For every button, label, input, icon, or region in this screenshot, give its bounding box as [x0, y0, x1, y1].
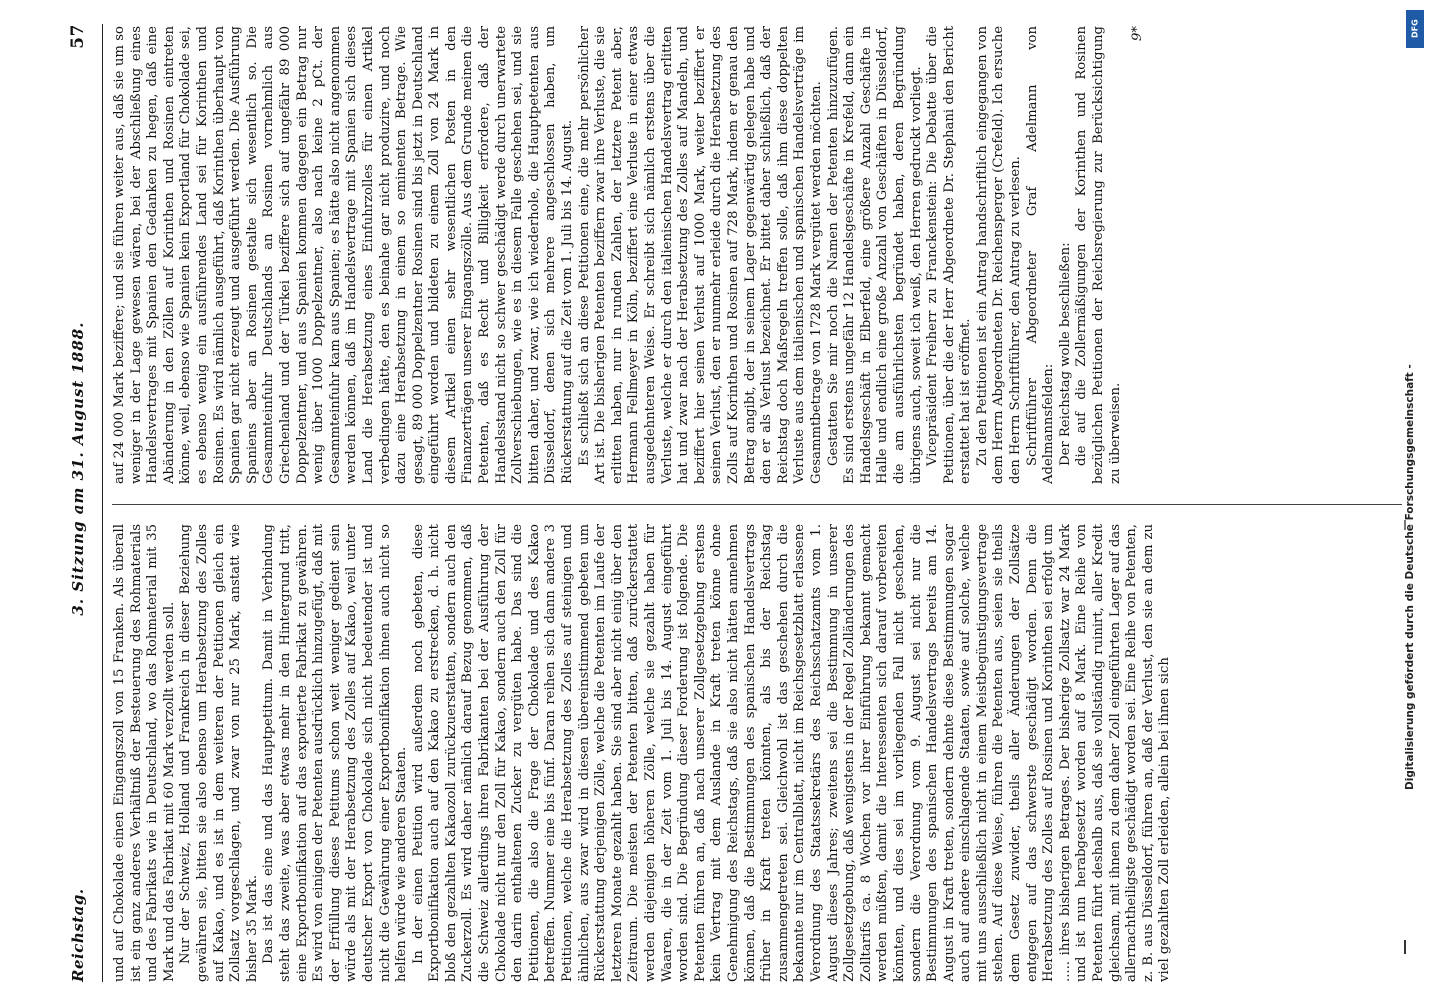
page-number: 57: [68, 24, 88, 49]
page-header: [58, 24, 98, 982]
header-center: 3. Sitzung am 31. August 1888.: [69, 321, 87, 616]
column-divider: [112, 504, 1402, 505]
paragraph: und auf Chokolade einen Eingangszoll von 15 Franken. Als überall ist ein ganz anderes Verhältniß der Besteuerung des Rohmaterials und des Fabrikats wie in Deutschland, wo das Rohmaterial mit 35 Mark und das Fabrikat mit 60 Mark verzollt werden soll.: [112, 524, 177, 982]
text-column-right: [112, 26, 1412, 484]
header-rule: [102, 24, 103, 982]
header-left: Reichstag.: [69, 888, 87, 982]
signature-mark: 9*: [1130, 26, 1146, 41]
paragraph: Gestatten Sie mir noch die Namen der Petenten hinzuzufügen. Es sind erstens ungefähr 12 Handelsgeschäfte in Krefeld, dann ein Handelsgeschäft in Elberfeld, eine größere Anzahl Geschäfte in Halle und endlich eine große Anzahl von Geschäften in Düsseldorf, die am ausführlichsten begründet haben, deren Begründung übrigens auch, soweit ich weiß, den Herren gedruckt vorliegt.: [825, 26, 924, 484]
text-column-left: [112, 524, 1412, 982]
dfg-logo-icon: DFG: [1406, 10, 1424, 48]
paragraph: Das ist das eine und das Hauptpetitum. Damit in Verbindung steht das zweite, was aber etwas mehr in den Hintergrund tritt, eine Exportbonifikation auf das exportierte Fabrikat zu gewähren. Es wird von einigen der Petenten ausdrücklich hinzugefügt, daß mit der Erfüllung dieses Petitums schon weit weniger gedient sein würde als mit der Herabsetzung des Zolles auf Kakao, weil unter deutscher Export von Chokolade sich nicht bedeutender ist und nicht die Gewährung einer Exportbonifikation ihnen auch nicht so helfen würde wie anderen Staaten.: [261, 524, 410, 982]
paragraph: Schriftführer Abgeordneter Graf Adelmann von Adelmannsfelden:: [1024, 26, 1057, 484]
paragraph: Zu den Petitionen ist ein Antrag handschriftlich eingegangen von dem Herrn Abgeordneten Dr. Reichensperger (Crefeld). Ich ersuche den Herrn Schriftführer, den Antrag zu verlesen.: [974, 26, 1024, 484]
paragraph: auf 24 000 Mark beziffere; und sie führen weiter aus, daß sie um so weniger in der Lage gewesen wären, bei der Abschließung eines Handelsvertrages mit Spanien den Gedanken zu hegen, daß eine Abänderung in den Zöllen auf Korinthen und Rosinen eintreten könne, weil, ebenso wie Spanien kein Exportland für Chokolade sei, es ebenso wenig ein ausführendes Land sei für Korinthen und Rosinen. Es wird nämlich ausgeführt, daß Korinthen überhaupt von Spanien gar nicht erzeugt und ausgeführt werden. Die Ausführung Spaniens aber an Rosinen gestalte sich wesentlich so. Die Gesammteinfuhr Deutschlands an Rosinen vornehmlich aus Griechenland und der Türkei beziffere sich auf ungefähr 89 000 Doppelzentner, und aus Spanien kommen dagegen ein Betrag nur wenig über 1000 Doppelzentner, also nach keine 2 pCt. der Gesammteinfuhr kam aus Spanien; es hätte also nicht angenommen werden können, daß im Handelsvertrage mit Spanien sich dieses Land die Herabsetzung eines Einfuhrzolles für einen Artikel verbedingen hätte, den es beinahe gar nicht produzire, und noch dazu eine Herabsetzung in einem so eminenten Betrage. Wie gesagt, 89 000 Doppelzentner Rosinen sind bis jetzt in Deutschland eingeführt worden und bildeten zu einem Zoll von 24 Mark in diesem Artikel einen sehr wesentlichen Posten in den Finanzerträgen unserer Eingangszölle. Aus dem Grunde meinen die Petenten, daß es Recht und Billigkeit erfordere, daß der Handelsstand nicht so schwer geschädigt werde durch unerwartete Zollverschiebungen, wie es in diesem Falle geschehen sei, und sie bitten daher, und zwar, wie ich wiederhole, die Hauptpetenten aus Düsseldorf, denen sich mehrere angeschlossen haben, um Rückerstattung auf die Zeit vom 1. Juli bis 14. August.: [112, 26, 576, 484]
paragraph: Der Reichstag wolle beschließen:: [1057, 242, 1073, 466]
watermark-text: Digitalisierung gefördert durch die Deutsche Forschungsgemeinschaft -: [1404, 364, 1416, 790]
paragraph: Es schließt sich an diese Petitionen eine, die mehr persönlicher Art ist. Die bisherigen Petenten beziffern zwar ihre Verluste, die sie erlitten haben, nur in runden Zahlen, der letztere Petent aber, Hermann Fellmeyer in Köln, beziffert eine Verluste in einer etwas ausgedehnteren Weise. Er schreibt sich nämlich erstens über die Verluste, welche er durch den italienischen Handelsvertrag erlitten hat und zwar nach der Herabsetzung des Zolles auf Mandeln, und beziffert hier seinen Verlust auf 1000 Mark, weiter beziffert er seinen Verlust, den er nunmehr erleide durch die Herabsetzung des Zolls auf Korinthen und Rosinen auf 728 Mark, indem er genau den Betrag angibt, der in seinem Lager gegenwärtig gelegen habe und den er als Verlust bezeichnet. Er bittet daher schließlich, daß der Reichstag doch Maßregeln treffen solle, daß ihm diese doppelten Verluste aus dem italienischen und spanischen Handelsverträge im Gesammtbetrage von 1728 Mark vergütet werden möchten.: [576, 26, 824, 484]
paragraph: Nur der Schweiz, Holland und Frankreich in dieser Beziehung gewähren sie, bitten sie also ebenso um Herabsetzung des Zolles auf Kakao, und es ist in dem weiteren der Petitionen gleich ein Zollsatz vorgeschlagen, und zwar von nur 25 Mark, anstatt wie bisher 35 Mark.: [178, 524, 260, 982]
paragraph: die auf die Zollermäßigungen der Korinthen und Rosinen bezüglichen Petitionen der Reichsregierung zur Berücksichtigung zu überweisen.: [1074, 26, 1123, 484]
paragraph: In der einen Petition wird außerdem noch gebeten, diese Exportbonifikation auch auf den Kakao zu erstrecken, d. h. nicht bloß den gezahlten Kakaozoll zurückzuerstatten, sondern auch den Zuckerzoll. Es wird daher nämlich darauf Bezug genommen, daß die Schweiz allerdings ihren Fabrikanten bei der Ausführung der Chokolade nicht nur den Zoll für Kakao, sondern auch den Zoll für den darin enthaltenen Zucker zu vergüten habe. Das sind die Petitionen, die also die Frage der Chokolade und des Kakao betreffen. Nummer eine bis fünf. Daran reihen sich dann andere 3 Petitionen, welche die Herabsetzung des Zolles auf steinigen und ähnlichen, aus zwar wird in diesen übereinstimmend gebeten um Rückerstattung derjenigen Zölle, welche die Petenten im Laufe der letzteren Monate gezahlt haben. Sie sind aber nicht einig über den Zeitraum. Die meisten der Petenten bitten, daß zurückerstattet werden diejenigen höheren Zölle, welche sie gezahlt haben für Waaren, die in der Zeit vom 1. Juli bis 14. August eingeführt worden sind. Die Begründung dieser Forderung ist folgende. Die Petenten führen an, daß nach unserer Zollgesetzgebung erstens kein Vertrag mit dem Auslande in Kraft treten könne ohne Genehmigung des Reichstags, daß sie also nicht hätten annehmen können, daß die Bestimmungen des spanischen Handelsvertrags früher in Kraft treten könnten, als bis der Reichstag zusammengetreten sei. Gleichwohl ist das geschehen durch die bekannte nur im Centralblatt, nicht im Reichsgesetzblatt erlassene Verordnung des Staatssekretärs des Reichsschatzamts vom 1. August dieses Jahres; zweitens sei die Bestimmung in unserer Zollgesetzgebung, daß wenigstens in der Regel Zolländerungen des Zolltarifs ca. 8 Wochen vor ihrer Einführung bekannt gemacht werden müßten, damit die Interessenten sich darauf vorbereiten könnten, und dies sei im vorliegenden Fall nicht geschehen, sondern die Verordnung vom 9. August sei nicht nur die Bestimmungen des spanischen Handelsvertrags bereits am 14. August in Kraft treten, sondern dehnte diese Bestimmungen sogar auch auf andere einschlagende Staaten, sowie auf solche, welche mit uns ausschließlich nicht in einem Meistbegünstigungsvertrage stehen. Auf diese Weise, führen die Petenten aus, seien sie theils dem Gesetz zuwider, theils aller Änderungen der Zollsätze entgegen auf das schwerste geschädigt worden. Denn die Herabsetzung des Zolles auf Rosinen und Korinthen sei erfolgt um ..... ihres bisherigen Betrages. Der bisherige Zollsatz war 24 Mark und ist nun herabgesetzt worden auf 8 Mark. Eine Reihe von Petenten führt deshalb aus, daß sie vollständig ruinirt, aller Kredit gleichsam, mit ihnen zu dem daher Zoll eingeführten Lager auf das allernachtheiligste geschädigt worden sei. Eine Reihe von Petenten, z. B. aus Düsseldorf, führen an, daß der Verlust, den sie an dem zu viel gezahlten Zoll erleiden, allein bei ihnen sich: [410, 524, 1173, 982]
document-page: [58, 0, 1428, 1000]
paragraph: Vicepräsident Freiherr zu Franckenstein: Die Debatte über die Petitionen, über die der Herr Abgeordnete Dr. Stephani den Bericht erstattet hat ist eröffnet.: [925, 26, 974, 484]
digitization-watermark: [1404, 0, 1426, 1000]
